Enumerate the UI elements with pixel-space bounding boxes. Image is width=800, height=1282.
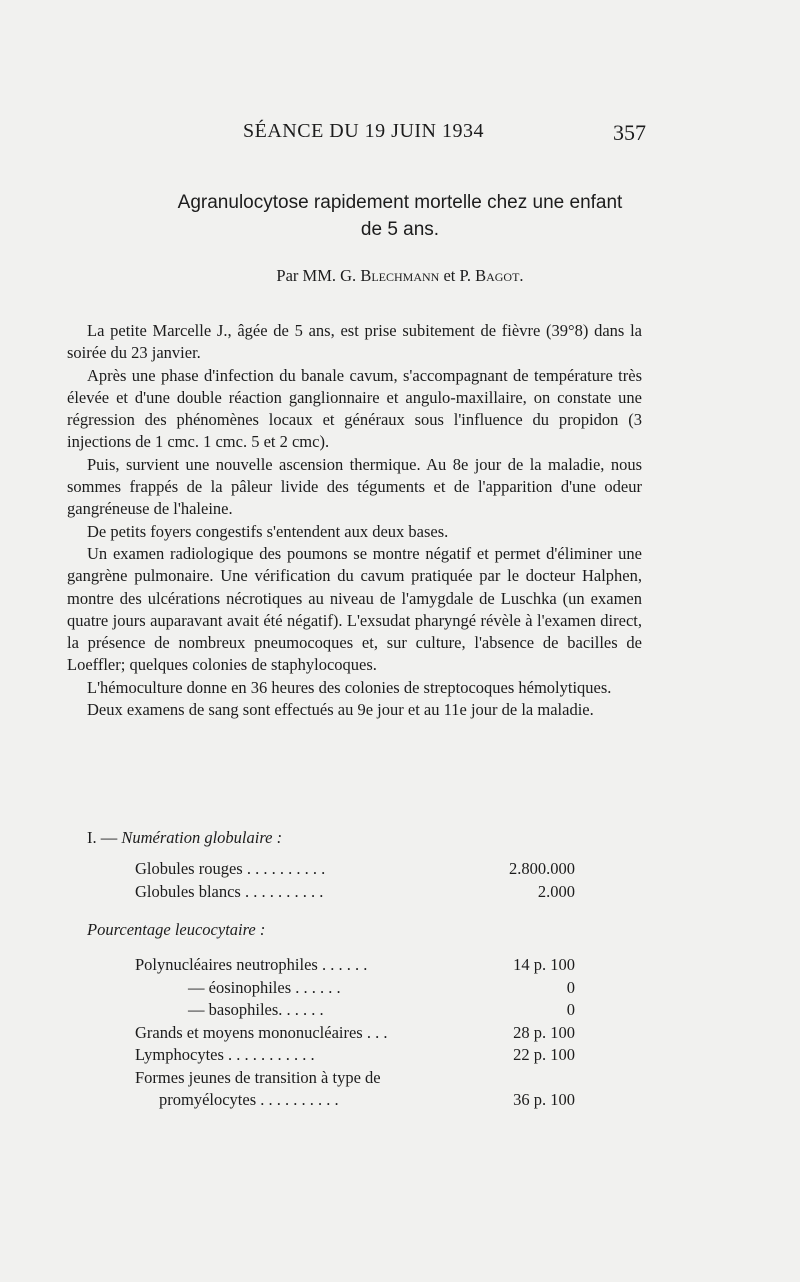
row-value: 2.800.000 [509, 859, 575, 878]
row-label: Grands et moyens mononucléaires . . . [135, 1022, 388, 1042]
row-label: Globules blancs . . . . . . . . . . [135, 881, 324, 901]
table-row [135, 1089, 575, 1112]
row-label: Globules rouges . . . . . . . . . . [135, 859, 326, 878]
running-head: SÉANCE DU 19 JUIN 1934 [243, 120, 484, 142]
paragraph: Deux examens de sang sont effectués au 9e jour et au 11e jour de la maladie. [87, 700, 594, 720]
row-label: promyélocytes . . . . . . . . . . [159, 1090, 339, 1109]
paragraph: Un examen radiologique des poumons se montre négatif et permet d'éliminer une gangrène pulmonaire. Une vérification du cavum pratiquée par le docteur Halphen, montre des ulcérations nécrotiques au niveau de l'amygdale de Luschka (un examen quatre jours auparavant avait été négatif). L'exsudat pharyngé révèle à l'examen direct, la présence de nombreux pneumocoques et, sur culture, l'absence de bacilles de Loeffler; quelques colonies de staphylocoques. [67, 543, 642, 675]
row-label: Lymphocytes . . . . . . . . . . . [135, 1045, 315, 1064]
article-title [100, 189, 700, 243]
paragraph: L'hémoculture donne en 36 heures des colonies de streptocoques hémolytiques. [87, 677, 612, 697]
title-line-1: Agranulocytose rapidement mortelle chez une enfant [177, 192, 623, 213]
formula-table [135, 954, 575, 1112]
table-row [135, 1022, 575, 1045]
paragraph: La petite Marcelle J., âgée de 5 ans, est prise subitement de fièvre (39°8) dans la soirée du 23 janvier. [67, 321, 642, 363]
row-value: 22 p. 100 [513, 1045, 575, 1064]
section-title: Numération globulaire : [121, 828, 283, 847]
count-table [135, 858, 575, 903]
authors-line [100, 266, 700, 286]
paragraph: Après une phase d'infection du banale cavum, s'accompagnant de température très élevée et d'une double réaction ganglionnaire et angulo-maxillaire, on constate une régression des phénomènes locaux et généraux sous l'influence du propidon (3 injections de 1 cmc. 1 cmc. 5 et 2 cmc). [67, 365, 642, 452]
table-row [135, 954, 575, 977]
section-number: I. — [87, 828, 122, 847]
page-number: 357 [613, 120, 646, 145]
table-row [135, 999, 575, 1022]
authors-prefix: Par MM. G. [276, 266, 361, 285]
table-row [135, 977, 575, 1000]
section-heading [87, 828, 282, 848]
row-value: 14 p. 100 [513, 955, 575, 974]
table-row [135, 1067, 575, 1090]
article-body [67, 320, 642, 721]
row-value: 0 [566, 1000, 575, 1019]
row-value: 28 p. 100 [513, 1022, 575, 1042]
row-label: Polynucléaires neutrophiles . . . . . . [135, 955, 368, 974]
pct-heading: Pourcentage leucocytaire : [87, 920, 266, 939]
row-value: 0 [566, 977, 575, 997]
author-1: Blechmann [360, 266, 440, 285]
row-value: 2.000 [537, 881, 575, 901]
row-value: 36 p. 100 [513, 1090, 575, 1109]
row-label: — basophiles. . . . . . [188, 1000, 324, 1019]
authors-mid: et P. [439, 266, 476, 285]
paragraph: De petits foyers congestifs s'entendent aux deux bases. [87, 521, 449, 541]
author-2: Bagot. [475, 266, 524, 285]
row-label: Formes jeunes de transition à type de [135, 1067, 381, 1087]
table-row [135, 1044, 575, 1067]
paragraph: Puis, survient une nouvelle ascension thermique. Au 8e jour de la maladie, nous sommes frappés de la pâleur livide des téguments et de l'apparition d'une odeur gangréneuse de l'haleine. [67, 454, 642, 519]
table-row [135, 858, 575, 881]
row-value [505, 1067, 575, 1090]
title-line-2: de 5 ans. [360, 219, 440, 240]
table-row [135, 881, 575, 904]
row-label: — éosinophiles . . . . . . [188, 977, 341, 997]
